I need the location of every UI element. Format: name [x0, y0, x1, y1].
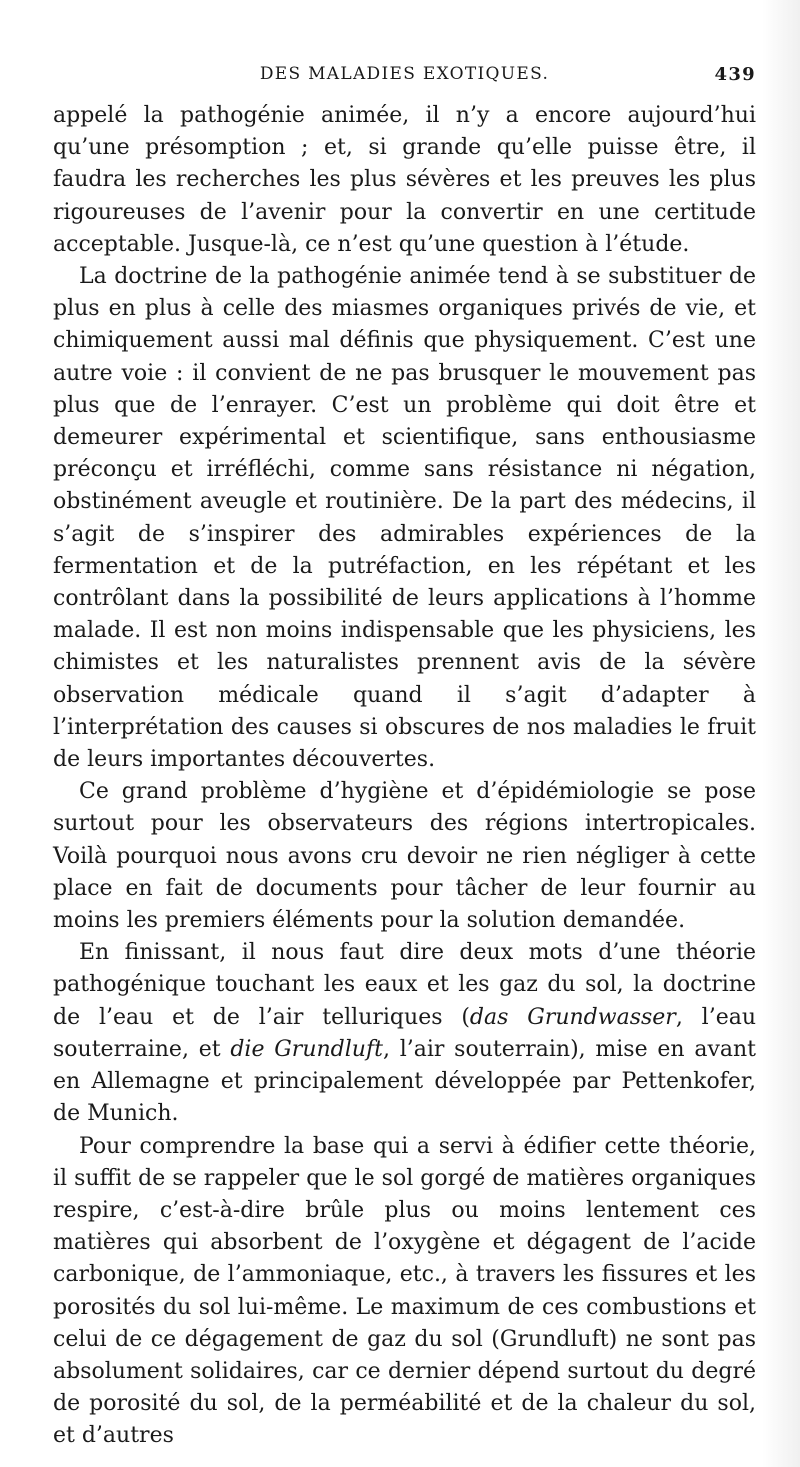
page-header	[53, 64, 756, 90]
page-edge-shadow	[762, 0, 800, 1467]
paragraph-continued: appelé la pathogénie animée, il n’y a encore aujourd’hui qu’une présomption ; et, si grande qu’elle puisse être, il faudra les recherches les plus sévères et les preuves les plus rigoureuses de l’avenir pour la convertir en une certitude acceptable. Jusque-là, ce n’est qu’une question à l’étude.	[53, 103, 756, 257]
paragraph-hygiene-problem: Ce grand problème d’hygiène et d’épidémiologie se pose surtout pour les observateurs des régions intertropicales. Voilà pourquoi nous avons cru devoir ne rien négliger à cette place en fait de documents pour tâcher de leur fournir au moins les premiers éléments pour la solution demandée.	[53, 779, 756, 934]
running-title: DES MALADIES EXOTIQUES.	[259, 64, 550, 84]
paragraph-telluric-theory	[53, 937, 756, 1130]
page-number: 439	[714, 64, 756, 85]
text-run: , l’eau souterraine, et	[53, 1004, 756, 1062]
paragraph-soil-respiration: Pour comprendre la base qui a servi à édifier cette théorie, il suffit de se rappeler que le sol gorgé de matières organiques respire, c’est-à-dire brûle plus ou moins lentement ces matières qui absorbent de l’oxygène et dégagent de l’acide carbonique, de l’ammoniaque, etc., à travers les fissures et les porosités du sol lui-même. Le maximum de ces combustions et celui de ce dégagement de gaz du sol (Grundluft) ne sont pas absolument solidaires, car ce dernier dépend surtout du degré de porosité du sol, de la perméabilité et de la chaleur du sol, et d’autres	[53, 1133, 756, 1449]
italic-term-grundluft: die Grundluft	[230, 1036, 383, 1062]
italic-term-grundwasser: das Grundwasser	[469, 1004, 676, 1030]
paragraph-pathogenie-animee: La doctrine de la pathogénie animée tend à se substituer de plus en plus à celle des miasmes organiques privés de vie, et chimiquement aussi mal définis que physiquement. C’est une autre voie : il convient de ne pas brusquer le mouvement pas plus que de l’enrayer. C’est un problème qui doit être et demeurer expérimental et scientifique, sans enthousiasme préconçu et irréfléchi, comme sans résistance ni négation, obstinément aveugle et routinière. De la part des médecins, il s’agit de s’inspirer des admirables expériences de la fermentation et de la putréfaction, en les répétant et les contrôlant dans la possibilité de leurs applications à l’homme malade. Il est non moins indispensable que les physiciens, les chimistes et les naturalistes prennent avis de la sévère observation médicale quand il s’agit d’adapter à l’interprétation des causes si obscures de nos maladies le fruit de leurs importantes découvertes.	[53, 264, 756, 773]
text-run: , l’air souterrain), mise en avant en Allemagne et principalement développée par Pettenkofer, de Munich.	[53, 1036, 757, 1127]
text-run: En finissant, il nous faut dire deux mots d’une théorie pathogénique touchant les eaux et les gaz du sol, la doctrine de l’eau et de l’air telluriques (	[53, 940, 756, 1030]
book-page	[53, 64, 756, 1453]
